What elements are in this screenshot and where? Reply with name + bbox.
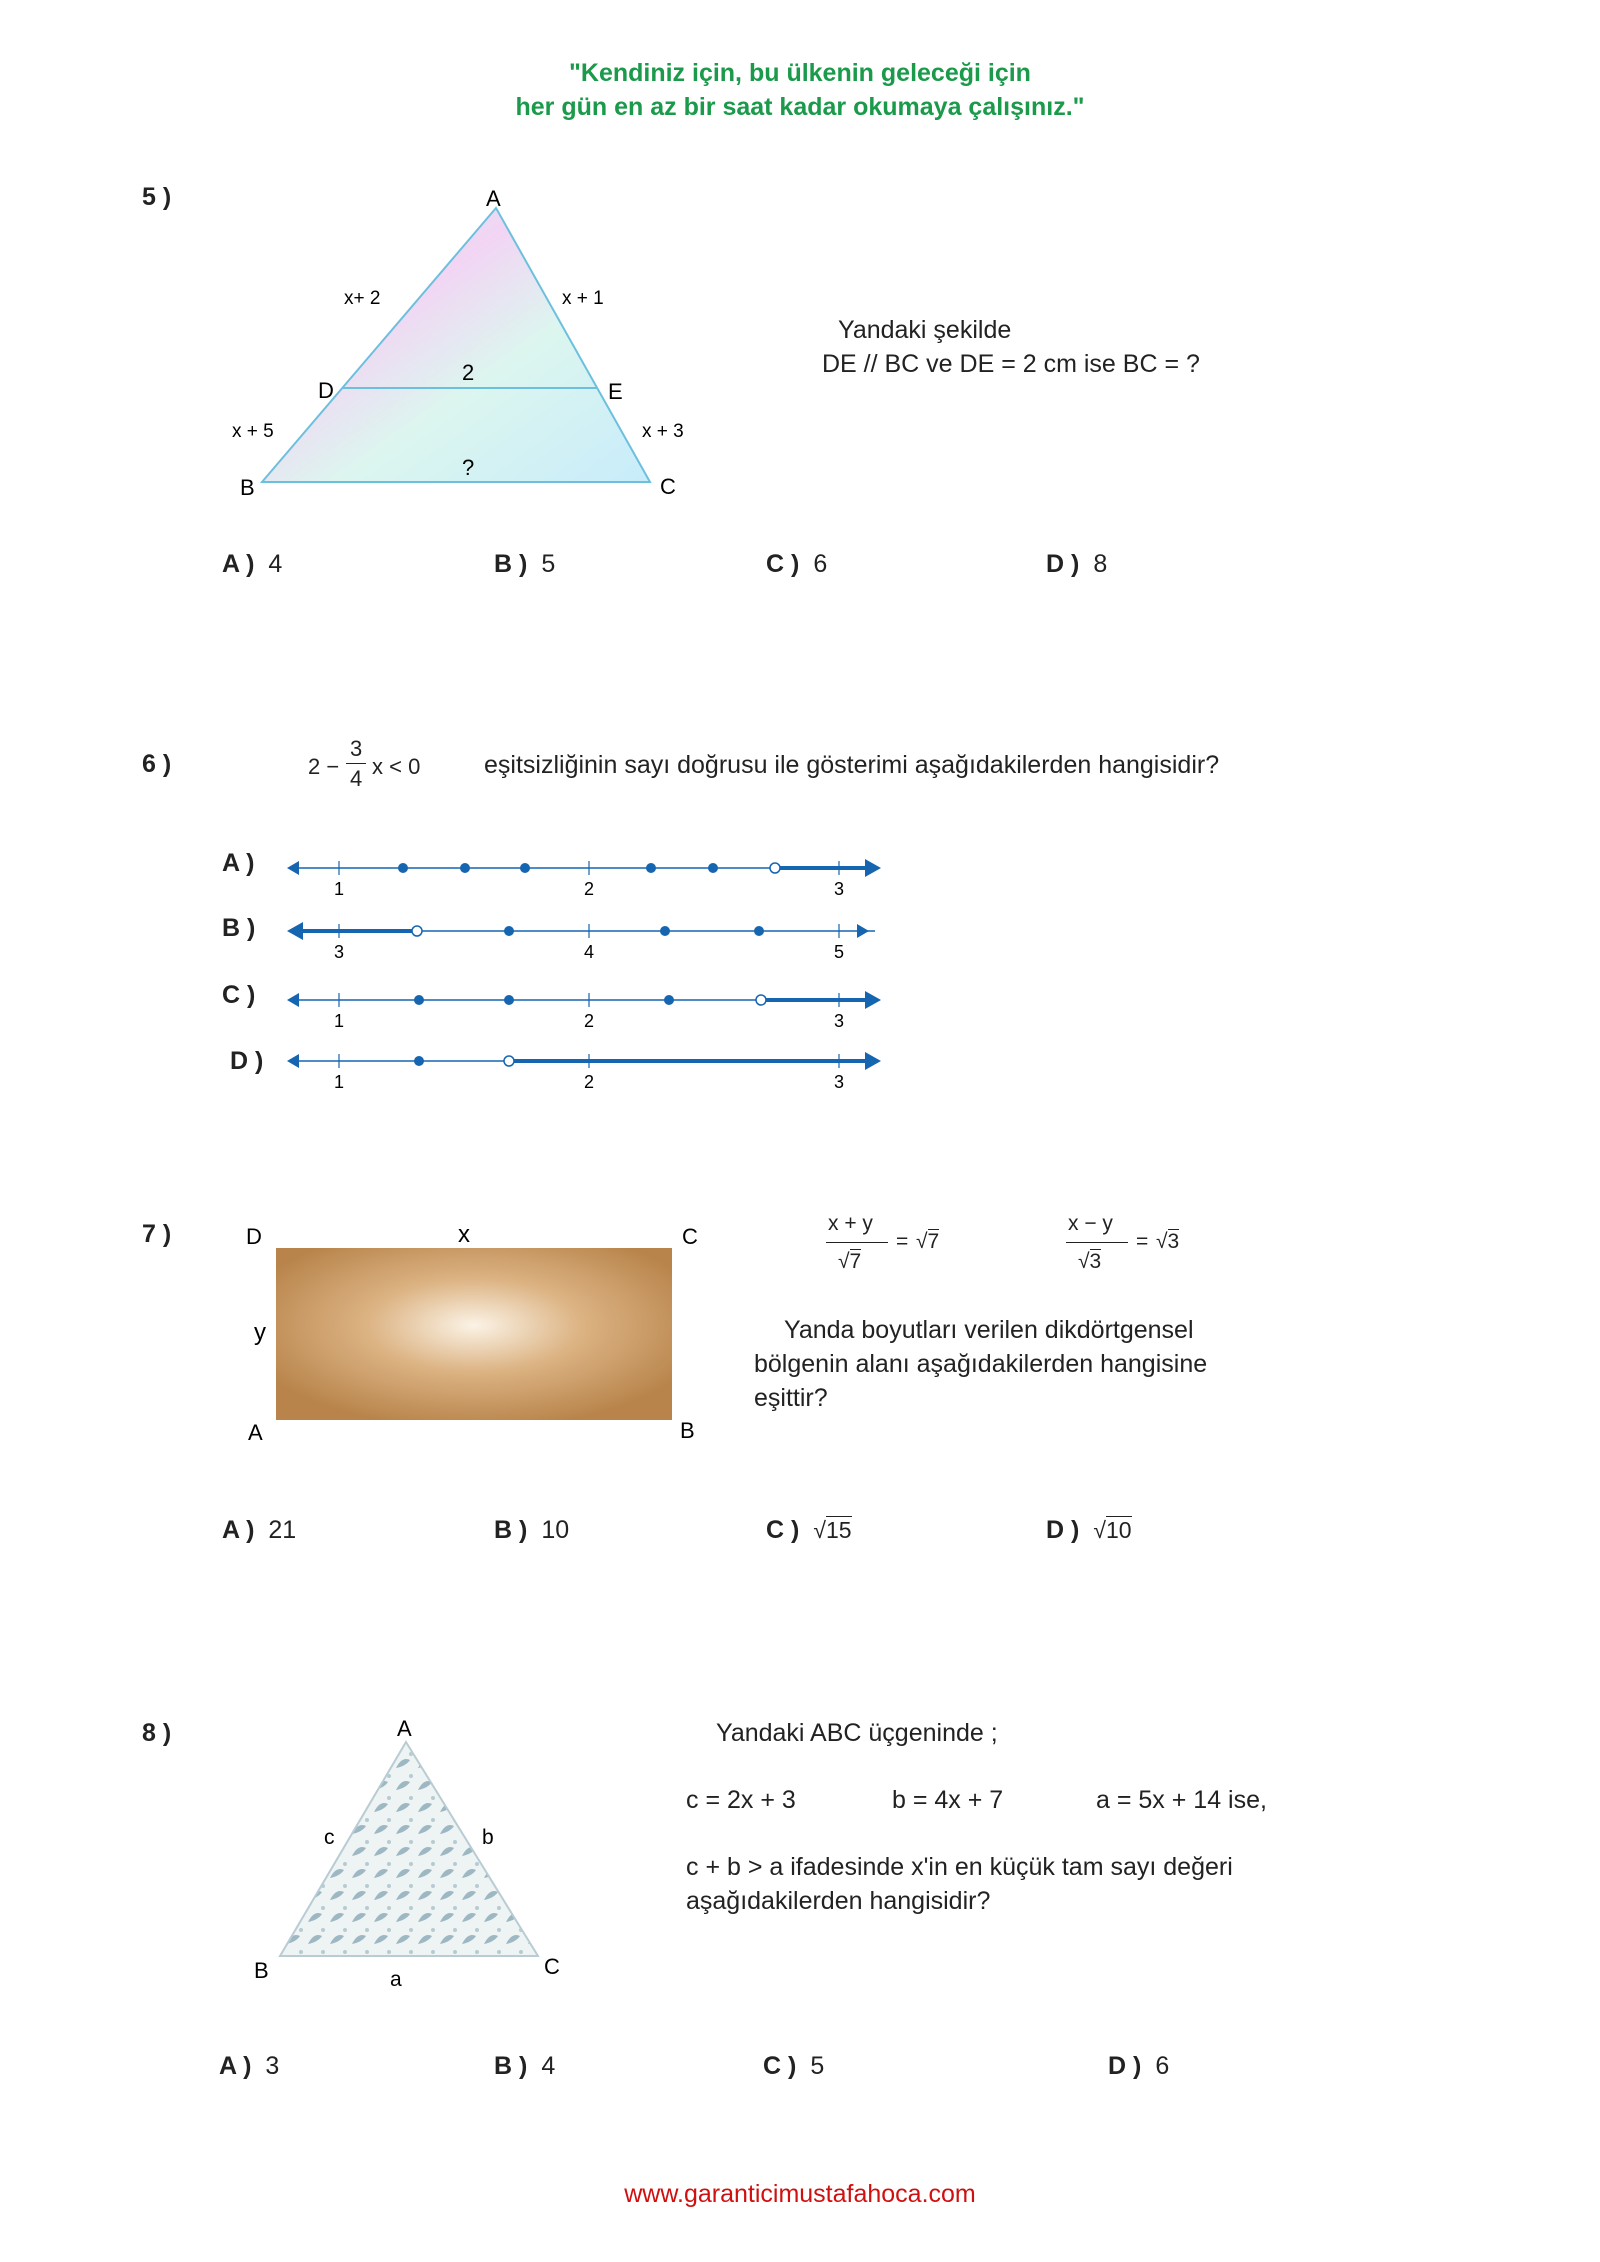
q8-triangle bbox=[280, 1742, 538, 1956]
q7-text-1: Yanda boyutları verilen dikdörtgensel bbox=[784, 1316, 1194, 1344]
q6-question-text: eşitsizliğinin sayı doğrusu ile gösterimi aşağıdakilerden hangisidir? bbox=[484, 751, 1220, 779]
question-5-number: 5 ) bbox=[142, 183, 172, 211]
q5-option-b[interactable]: B ) 5 bbox=[494, 550, 556, 578]
svg-text:2: 2 bbox=[584, 1011, 595, 1031]
q7-equation-1: x + y √7 = √7 bbox=[828, 1212, 940, 1273]
svg-text:5: 5 bbox=[834, 942, 845, 962]
q7-text-2: bölgenin alanı aşağıdakilerden hangisine bbox=[754, 1350, 1208, 1378]
q6-number-line-a bbox=[285, 850, 885, 900]
q8-side-b: b bbox=[482, 1826, 494, 1849]
svg-text:3: 3 bbox=[334, 942, 345, 962]
q5-label-ae: x + 1 bbox=[562, 288, 604, 309]
q7-label-x: x bbox=[458, 1221, 470, 1248]
q8-text-1: Yandaki ABC üçgeninde ; bbox=[716, 1719, 998, 1747]
question-6-number: 6 ) bbox=[142, 750, 172, 778]
q7-equation-2: x − y √3 = √3 bbox=[1068, 1212, 1180, 1273]
footer-website-link[interactable]: www.garanticimustafahoca.com bbox=[624, 2180, 976, 2208]
svg-text:3: 3 bbox=[834, 1072, 845, 1092]
q6-number-line-b bbox=[285, 913, 885, 963]
q8-side-c: c bbox=[324, 1826, 335, 1849]
q8-eq-c: c = 2x + 3 bbox=[686, 1786, 796, 1814]
q8-label-c: C bbox=[544, 1954, 560, 1979]
q8-side-a: a bbox=[390, 1968, 402, 1991]
q6-option-a[interactable]: A ) bbox=[222, 849, 255, 877]
q8-text-2: c + b > a ifadesinde x'in en küçük tam sayı değeri bbox=[686, 1853, 1233, 1881]
q5-label-de: 2 bbox=[462, 360, 475, 385]
q5-label-ad: x+ 2 bbox=[344, 288, 381, 309]
question-8-number: 8 ) bbox=[142, 1719, 172, 1747]
motto-line-2: her gün en az bir saat kadar okumaya çalışınız." bbox=[515, 93, 1085, 121]
q5-triangle bbox=[262, 208, 650, 482]
q7-label-c: C bbox=[682, 1224, 698, 1249]
q7-option-b[interactable]: B ) 10 bbox=[494, 1516, 570, 1544]
motto-line-1: "Kendiniz için, bu ülkenin geleceği için bbox=[569, 59, 1031, 87]
q8-text-3: aşağıdakilerden hangisidir? bbox=[686, 1887, 991, 1915]
q5-text-2: DE // BC ve DE = 2 cm ise BC = ? bbox=[822, 350, 1200, 378]
svg-text:1: 1 bbox=[334, 1072, 345, 1092]
svg-text:3: 3 bbox=[834, 879, 845, 899]
q7-option-c[interactable]: C ) √15 bbox=[766, 1516, 852, 1544]
q5-text-1: Yandaki şekilde bbox=[838, 316, 1012, 344]
q5-option-d[interactable]: D ) 8 bbox=[1046, 550, 1108, 578]
q6-inequality: 2 − 3 4 x < 0 bbox=[308, 736, 421, 791]
q7-rectangle-figure bbox=[240, 1218, 710, 1448]
q7-option-d[interactable]: D ) √10 bbox=[1046, 1516, 1132, 1544]
q5-label-bc: ? bbox=[462, 455, 475, 480]
q5-option-a[interactable]: A ) 4 bbox=[222, 550, 283, 578]
q5-label-db: x + 5 bbox=[232, 421, 274, 442]
q5-option-c[interactable]: C ) 6 bbox=[766, 550, 828, 578]
q5-label-c: C bbox=[660, 474, 676, 499]
svg-text:3: 3 bbox=[834, 1011, 845, 1031]
q6-number-line-c bbox=[285, 982, 885, 1032]
q7-label-y: y bbox=[254, 1319, 266, 1346]
q6-option-d[interactable]: D ) bbox=[230, 1047, 264, 1075]
q7-label-a: A bbox=[248, 1420, 263, 1445]
q5-triangle-figure bbox=[220, 180, 720, 510]
svg-text:1: 1 bbox=[334, 1011, 345, 1031]
q6-option-c[interactable]: C ) bbox=[222, 981, 256, 1009]
q8-option-b[interactable]: B ) 4 bbox=[494, 2052, 556, 2080]
q5-label-a: A bbox=[486, 186, 501, 211]
q8-option-c[interactable]: C ) 5 bbox=[763, 2052, 825, 2080]
q6-option-b[interactable]: B ) bbox=[222, 914, 256, 942]
q7-label-b: B bbox=[680, 1418, 695, 1443]
q8-eq-a: a = 5x + 14 ise, bbox=[1096, 1786, 1267, 1814]
q8-option-d[interactable]: D ) 6 bbox=[1108, 2052, 1170, 2080]
q5-label-e: E bbox=[608, 379, 623, 404]
svg-text:2: 2 bbox=[584, 879, 595, 899]
q6-number-line-d bbox=[285, 1043, 885, 1093]
svg-text:2: 2 bbox=[584, 1072, 595, 1092]
svg-text:4: 4 bbox=[584, 942, 595, 962]
q8-label-b: B bbox=[254, 1958, 269, 1983]
q8-triangle-figure bbox=[240, 1706, 580, 1992]
q7-rectangle bbox=[276, 1248, 672, 1420]
q5-label-d: D bbox=[318, 378, 334, 403]
q8-eq-b: b = 4x + 7 bbox=[892, 1786, 1004, 1814]
q7-label-d: D bbox=[246, 1224, 262, 1249]
q8-label-a: A bbox=[397, 1716, 412, 1741]
svg-text:1: 1 bbox=[334, 879, 345, 899]
question-7-number: 7 ) bbox=[142, 1220, 172, 1248]
q5-label-b: B bbox=[240, 475, 255, 500]
q8-option-a[interactable]: A ) 3 bbox=[219, 2052, 280, 2080]
q7-text-3: eşittir? bbox=[754, 1384, 828, 1412]
q7-option-a[interactable]: A ) 21 bbox=[222, 1516, 297, 1544]
q5-label-ec: x + 3 bbox=[642, 421, 684, 442]
